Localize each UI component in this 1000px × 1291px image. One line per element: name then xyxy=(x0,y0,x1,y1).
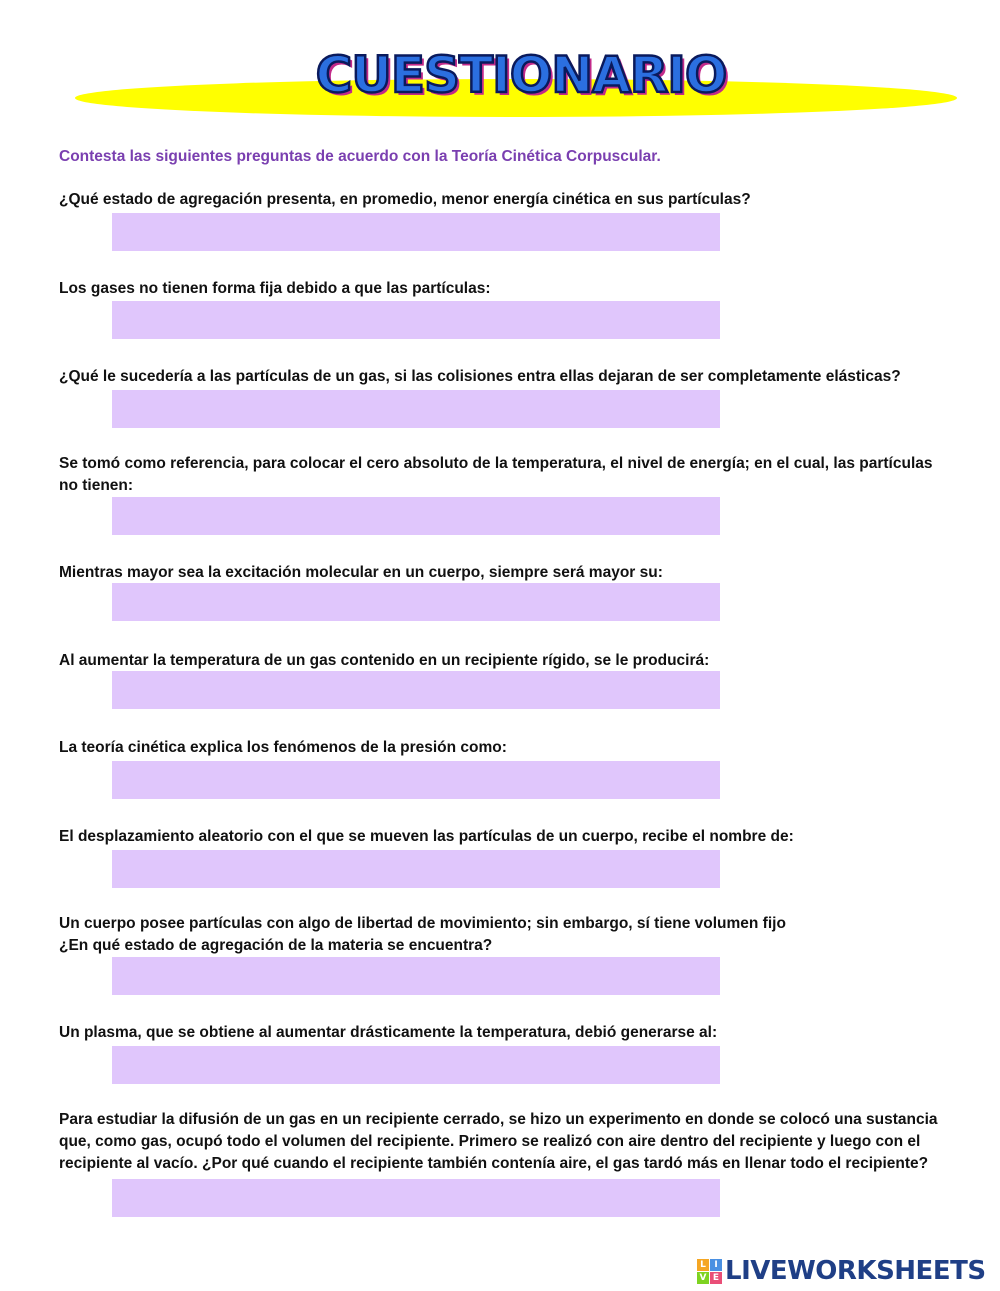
question-9-line-2: ¿En qué estado de agregación de la materia se encuentra? xyxy=(59,937,493,954)
answer-input-5[interactable] xyxy=(112,583,720,621)
answer-input-1[interactable] xyxy=(112,213,720,251)
answer-input-7[interactable] xyxy=(112,761,720,799)
question-7: La teoría cinética explica los fenómenos de la presión como: xyxy=(59,739,507,756)
answer-input-10[interactable] xyxy=(112,1046,720,1084)
question-8: El desplazamiento aleatorio con el que se mueven las partículas de un cuerpo, recibe el nombre de: xyxy=(59,828,794,845)
question-3: ¿Qué le sucedería a las partículas de un gas, si las colisiones entra ellas dejaran de ser completamente elásticas? xyxy=(59,368,901,385)
page-title: CUESTIONARIO xyxy=(315,46,727,104)
question-9 xyxy=(59,913,949,957)
answer-input-9[interactable] xyxy=(112,957,720,995)
question-11: Para estudiar la difusión de un gas en un recipiente cerrado, se hizo un experimento en donde se colocó una sustancia que, como gas, ocupó todo el volumen del recipiente. Primero se realizó con aire dentro del recipiente y luego con el recipiente al vacío. ¿Por qué cuando el recipiente también contenía aire, el gas tardó más en llenar todo el recipiente? xyxy=(59,1111,938,1172)
logo-letter: L xyxy=(697,1259,709,1271)
answer-input-3[interactable] xyxy=(112,390,720,428)
question-6: Al aumentar la temperatura de un gas contenido en un recipiente rígido, se le producirá: xyxy=(59,652,710,669)
answer-input-4[interactable] xyxy=(112,497,720,535)
instruction-text: Contesta las siguientes preguntas de acuerdo con la Teoría Cinética Corpuscular. xyxy=(59,148,661,165)
question-5: Mientras mayor sea la excitación molecular en un cuerpo, siempre será mayor su: xyxy=(59,564,663,581)
liveworksheets-logo[interactable] xyxy=(697,1256,986,1286)
answer-input-11[interactable] xyxy=(112,1179,720,1217)
question-4: Se tomó como referencia, para colocar el cero absoluto de la temperatura, el nivel de energía; en el cual, las partículas no tienen: xyxy=(59,455,933,494)
answer-input-8[interactable] xyxy=(112,850,720,888)
question-1: ¿Qué estado de agregación presenta, en promedio, menor energía cinética en sus partículas? xyxy=(59,191,751,208)
question-10: Un plasma, que se obtiene al aumentar drásticamente la temperatura, debió generarse al: xyxy=(59,1024,718,1041)
answer-input-2[interactable] xyxy=(112,301,720,339)
logo-text: LIVEWORKSHEETS xyxy=(725,1256,986,1286)
logo-letter: V xyxy=(697,1272,709,1284)
answer-input-6[interactable] xyxy=(112,671,720,709)
question-9-line-1: Un cuerpo posee partículas con algo de libertad de movimiento; sin embargo, sí tiene volumen fijo xyxy=(59,915,786,932)
logo-letter: I xyxy=(710,1259,722,1271)
question-2: Los gases no tienen forma fija debido a que las partículas: xyxy=(59,280,491,297)
logo-mark-icon xyxy=(697,1259,722,1284)
logo-letter: E xyxy=(710,1272,722,1284)
